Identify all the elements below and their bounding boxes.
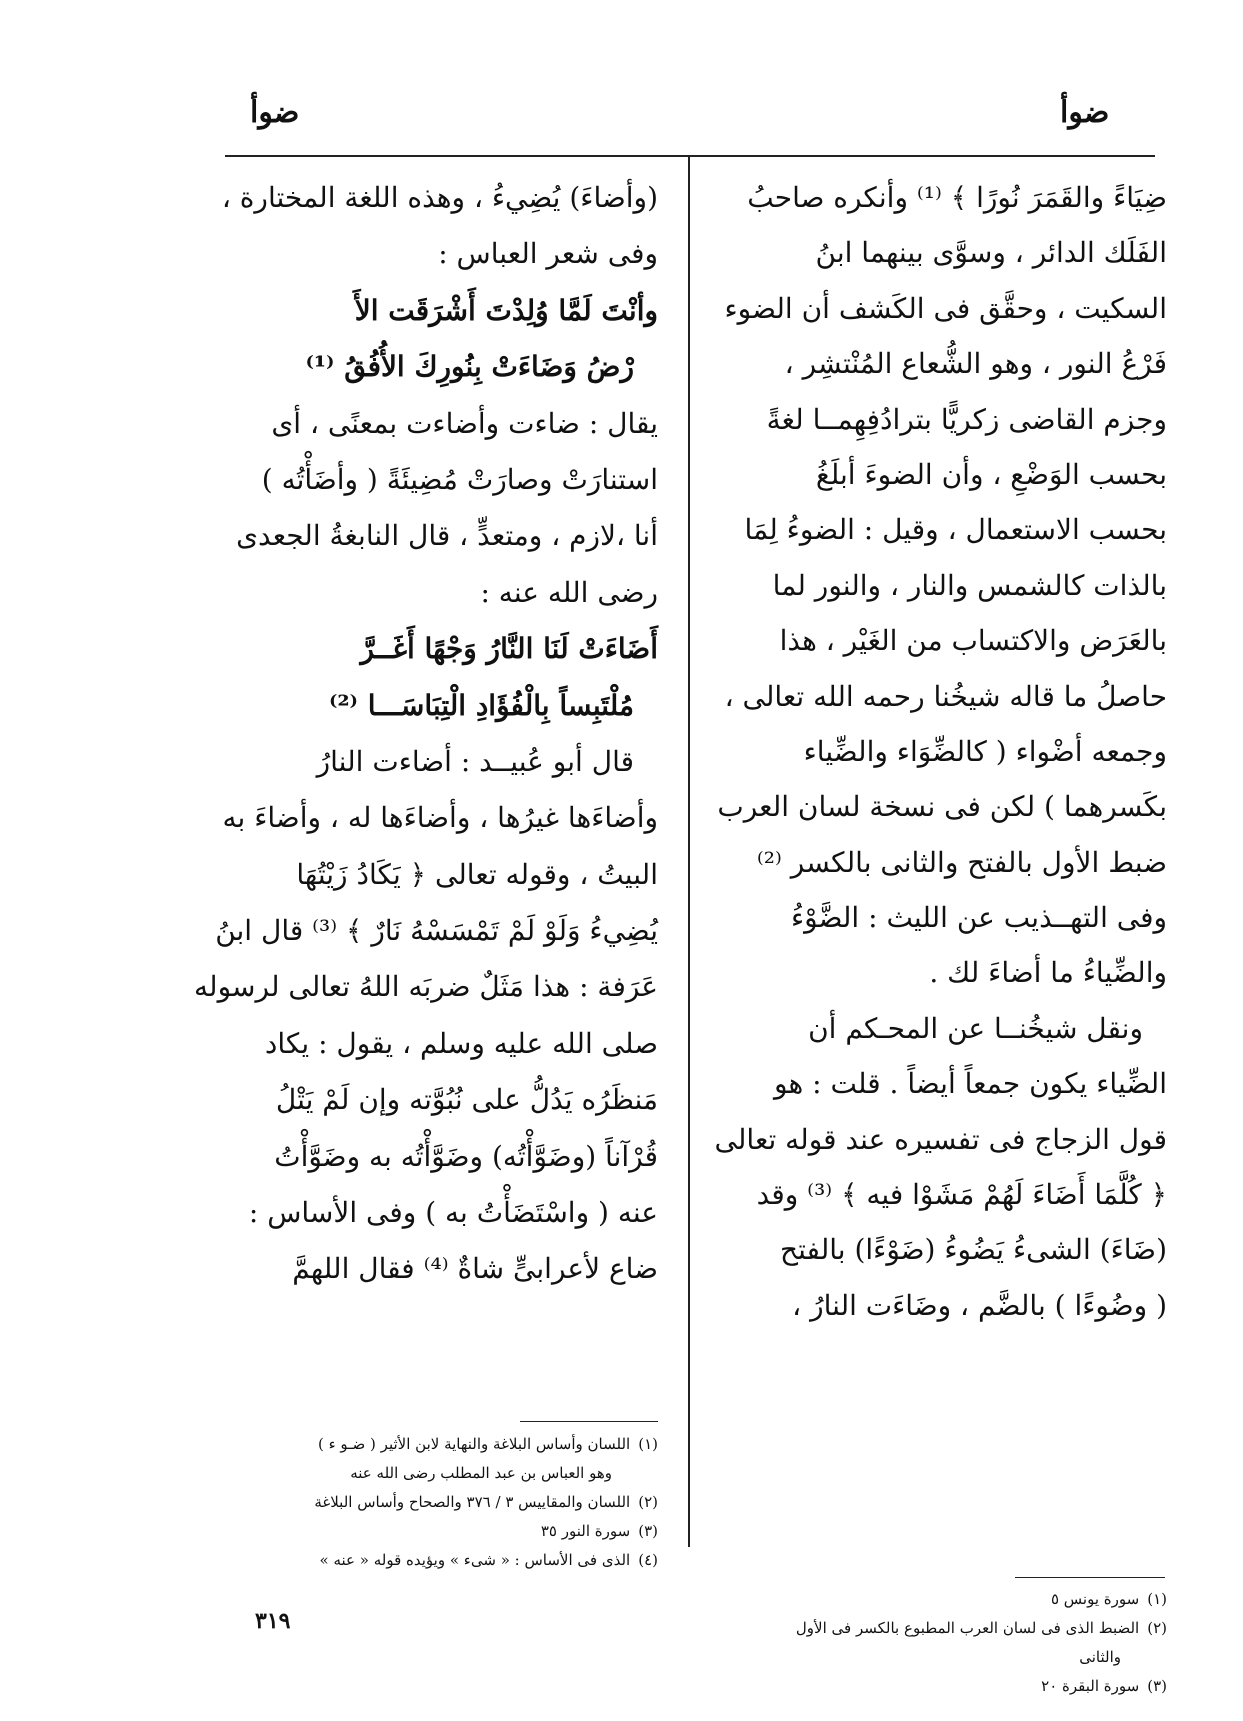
text-line: صلى الله عليه وسلم ، يقول : يكاد [264, 1026, 658, 1060]
header-rule [225, 155, 1155, 157]
text-line: ضبط الأول بالفتح والثانى بالكسر ⁽²⁾ [756, 845, 1167, 879]
footnote [712, 1614, 1167, 1643]
verse-line: مُلْتَبِساً بِالْفُؤَادِ الْتِبَاسَـــا ⁽²⁾ [329, 688, 634, 722]
text-line: (ضَاءَ) الشىءُ يَضُوءُ (ضَوْءًا) بالفتح [780, 1233, 1167, 1267]
text-line: البيتُ ، وقوله تعالى ﴿ يَكَادُ زَيْتُهَا [296, 857, 658, 891]
text-line: والضِّياءُ ما أضاءَ لك . [929, 956, 1167, 990]
text-line: ﴿ كُلَّمَا أَضَاءَ لَهُمْ مَشَوْا فيه ﴾ ⁽³⁾ وقد [756, 1178, 1167, 1212]
text-line: ونقل شيخُنــا عن المحـكم أن [808, 1011, 1143, 1045]
footnote-text: الضبط الذى فى لسان العرب المطبوع بالكسر فى الأول [795, 1619, 1140, 1637]
footnote [238, 1430, 658, 1459]
footnote-rule-right [1015, 1577, 1165, 1578]
column-divider [688, 157, 690, 1547]
footnote-number: (٤) [638, 1551, 658, 1569]
text-line: الضِّياء يكون جمعاً أيضاً . قلت : هو [774, 1067, 1167, 1101]
footnote [238, 1546, 658, 1575]
footnote-text: اللسان وأساس البلاغة والنهاية لابن الأثير ( ضـو ء ) [317, 1435, 631, 1453]
header-right-word: ضوأ [1060, 95, 1110, 130]
verse-line: رْضُ وَضَاءَتْ بِنُورِكَ الأُفُقُ ⁽¹⁾ [305, 350, 634, 384]
text-line: عَرَفة : هذا مَثَلٌ ضربَه اللهُ تعالى لرسوله [194, 970, 658, 1004]
header-left-word: ضوأ [250, 95, 300, 130]
text-line: قال أبو عُبيــد : أضاءت النارُ [316, 744, 634, 778]
text-line: بالعَرَض والاكتساب من الغَيْر ، هذا [779, 624, 1167, 658]
footnote-rule-left [520, 1421, 658, 1422]
text-line: بحسب الاستعمال ، وقيل : الضوءُ لِمَا [744, 513, 1167, 547]
text-line: يُضِيءُ وَلَوْ لَمْ تَمْسَسْهُ نَارٌ ﴾ ⁽³⁾ قال ابنُ [215, 914, 658, 948]
text-line: ضاع لأعرابىٍّ شاةٌ ⁽⁴⁾ فقال اللهمَّ [292, 1252, 658, 1286]
footnote-number: (٢) [1147, 1619, 1167, 1637]
text-line: مَنظَرُه يَدُلُّ على نُبُوَّته وإن لَمْ يَتْلُ [275, 1083, 658, 1117]
footnote-text: سورة النور ٣٥ [540, 1522, 631, 1540]
text-line: رضى الله عنه : [480, 575, 658, 609]
footnote-text: الذى فى الأساس : « شىء » ويؤيده قوله « عنه » [319, 1551, 631, 1569]
text-line: وجزم القاضى زكريًّا بترادُفِهِمــا لغةً [766, 402, 1167, 436]
right-footnotes [712, 1585, 1167, 1701]
text-line: بالذات كالشمس والنار ، والنور لما [772, 568, 1167, 602]
text-line: قول الزجاج فى تفسيره عند قوله تعالى [714, 1122, 1167, 1156]
footnote-text: اللسان والمقاييس ٣ / ٣٧٦ والصحاح وأساس البلاغة [314, 1493, 631, 1511]
footnote-number: (١) [1147, 1590, 1167, 1608]
text-line: وفى شعر العباس : [438, 237, 658, 271]
footnote [238, 1459, 658, 1488]
right-column [712, 170, 1167, 1333]
page-number: ٣١٩ [255, 1608, 291, 1634]
text-line: فَرْعُ النور ، وهو الشُّعاع المُنْتشِر ، [784, 347, 1167, 381]
left-column [194, 170, 658, 1298]
text-line: استنارَتْ وصارَتْ مُضِيئَةً ( وأضَأْتُه ) [261, 462, 658, 496]
text-line: أنا ،لازم ، ومتعدٍّ ، قال النابغةُ الجعدى [236, 519, 658, 553]
text-line: الفَلَك الدائر ، وسوَّى بينهما ابنُ [815, 236, 1167, 270]
text-line: بكَسرهما ) لكن فى نسخة لسان العرب [717, 790, 1167, 824]
footnote [238, 1517, 658, 1546]
footnote [712, 1585, 1167, 1614]
text-line: (وأضاءَ) يُضِيءُ ، وهذه اللغة المختارة ، [221, 181, 658, 214]
text-line: وأضاءَها غيرُها ، وأضاءَها له ، وأضاءَ به [222, 801, 658, 835]
text-line: وجمعه أضْواء ( كالضِّوَاء والضِّياء [803, 734, 1167, 768]
text-line: حاصلُ ما قاله شيخُنا رحمه الله تعالى ، [724, 679, 1167, 713]
footnote-text: وهو العباس بن عبد المطلب رضى الله عنه [350, 1464, 612, 1482]
text-line: قُرْآناً (وضَوَّأْتُه) وضَوَّأْتُه به وضَوَّأْتُ [274, 1139, 658, 1173]
verse-line: وأنْتَ لَمَّا وُلِدْتَ أَشْرَقَت الأَ [354, 293, 658, 327]
text-line: وفى التهــذيب عن الليث : الضَّوْءُ [790, 901, 1167, 935]
footnote-text: سورة يونس ٥ [1050, 1590, 1140, 1608]
footnote [712, 1643, 1167, 1672]
footnote-text: سورة البقرة ٢٠ [1041, 1677, 1140, 1695]
left-footnotes [238, 1430, 658, 1575]
footnote-number: (١) [638, 1435, 658, 1453]
text-line: يقال : ضاءت وأضاءت بمعنًى ، أى [271, 406, 658, 440]
footnote-number: (٣) [638, 1522, 658, 1540]
footnote [238, 1488, 658, 1517]
text-line: السكيت ، وحقَّق فى الكَشف أن الضوء [724, 291, 1167, 325]
text-line: عنه ( واسْتَضَأْتُ به ) وفى الأساس : [248, 1196, 658, 1230]
text-line: ( وضُوءًا ) بالضَّم ، وضَاءَت النارُ ، [792, 1288, 1167, 1322]
footnote [712, 1672, 1167, 1701]
footnote-number: (٣) [1147, 1677, 1167, 1695]
footnote-number: (٢) [638, 1493, 658, 1511]
verse-line: أَضَاءَتْ لَنَا النَّارُ وَجْهًا أَغَــرَّ [360, 632, 658, 666]
text-line: ضِيَاءً والقَمَرَ نُورًا ﴾ ⁽¹⁾ وأنكره صاحبُ [747, 181, 1167, 214]
footnote-text: والثانى [1079, 1648, 1121, 1666]
text-line: بحسب الوَضْعِ ، وأن الضوءَ أبلَغُ [815, 457, 1167, 491]
